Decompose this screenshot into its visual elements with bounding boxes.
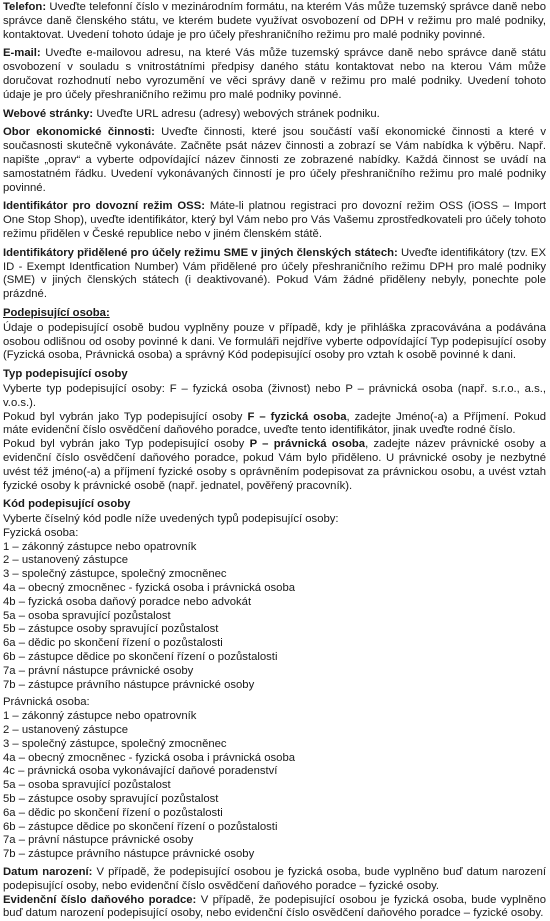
term-obor: Obor ekonomické činnosti: [3,126,155,139]
code-list-item [3,848,546,862]
code-list-item [3,610,546,624]
code-list-item [3,765,546,779]
code-description: zástupce osoby spravující pozůstalost [28,623,219,636]
code-value: 1 [3,540,10,553]
code-description: právní nástupce právnické osoby [28,834,194,847]
list-pravnicka-osoba [3,710,546,862]
code-list-item [3,665,546,679]
code-separator: – [15,595,29,608]
code-separator: – [15,582,29,595]
code-separator: – [15,609,29,622]
code-list-item [3,807,546,821]
code-value: 4a [3,751,16,764]
code-description: zástupce právního nástupce právnické osoby [28,678,255,691]
code-separator: – [15,751,29,764]
code-description: zákonný zástupce nebo opatrovník [21,710,197,723]
code-value: 5a [3,779,16,792]
code-list-item [3,679,546,693]
typ-2-bold: F – fyzická osoba [247,410,347,423]
code-separator: – [14,765,28,778]
code-description: ustanovený zástupce [21,554,128,567]
code-list-item [3,738,546,752]
paragraph-obor [3,126,546,195]
code-separator: – [9,568,22,581]
term-email: E-mail: [3,47,41,60]
code-separator: – [15,820,29,833]
paragraph-evidencni-cislo [3,894,546,921]
code-separator: – [9,540,22,553]
code-list-item [3,821,546,835]
text-telefon: Uveďte telefonní číslo v mezinárodním formátu, na kterém Vás může tuzemský správce daně nebo správce daně členského státu, ve kterém budete využívat osvobození od DPH v režimu pro malé podniky, kontaktovat. Uvedení tohoto údaje je pro účely přeshraničního režimu pro malé podniky povinné. [3,1,546,41]
code-value: 2 [3,724,10,737]
paragraph-oss [3,200,546,241]
code-description: dědic po skončení řízení o pozůstalosti [28,806,223,819]
typ-3-bold: P – právnická osoba [249,438,366,451]
code-description: právní nástupce právnické osoby [28,664,194,677]
code-value: 7b [3,678,16,691]
code-description: společný zástupce, společný zmocněnec [21,568,227,581]
code-list-item [3,596,546,610]
text-datum-narozeni: V případě, že podepisující osobou je fyzická osoba, bude vyplněno buď datum narození podepisující osoby, nebo evidenční číslo osvědčení daňového poradce – fyzické osoby. [3,866,546,892]
term-telefon: Telefon: [3,1,47,13]
heading-podepisujici [3,307,546,321]
code-description: ustanovený zástupce [21,724,128,737]
typ-3-after: , zadejte název právnické osoby a evidenční číslo osvědčení daňového poradce, pokud Vám bylo přiděleno. U právnické osoby je nezbytné uvést též jméno(-a) a příjmení fyzické osoby s oprávněním podepisovat za právnickou osobu, a uvést vztah fyzické osoby k právnické osobě (např. jednatel, pověřený pracovník). [3,438,546,492]
text-web: Uveďte URL adresu (adresy) webových stránek podniku. [93,107,380,120]
code-value: 6b [3,651,16,664]
code-separator: – [15,651,29,664]
heading-typ: Typ podepisující osoby [3,368,128,381]
code-list-item [3,793,546,807]
heading-kod: Kód podepisující osoby [3,498,131,511]
term-sme: Identifikátory přidělené pro účely režimu SME v jiných členských státech: [3,246,398,259]
paragraph-sme [3,247,546,302]
code-separator: – [15,664,29,677]
code-description: obecný zmocněnec - fyzická osoba i právnická osoba [28,751,296,764]
code-description: zástupce osoby spravující pozůstalost [28,793,219,806]
code-separator: – [15,848,29,861]
heading-podepisujici-text: Podepisující osoba: [3,306,110,319]
code-description: právnická osoba vykonávající daňové poradenství [27,765,278,778]
list-fyzicka-osoba [3,541,546,693]
code-value: 1 [3,710,10,723]
code-value: 4a [3,582,16,595]
code-value: 6a [3,637,16,650]
code-value: 5b [3,793,16,806]
code-list-item [3,651,546,665]
code-list-item [3,582,546,596]
label-fyzicka-osoba: Fyzická osoba: [3,526,79,539]
code-value: 4c [3,765,15,778]
term-datum-narozeni: Datum narození: [3,866,93,879]
code-list-item [3,554,546,568]
code-value: 2 [3,554,10,567]
code-list-item [3,637,546,651]
code-description: dědic po skončení řízení o pozůstalosti [28,637,223,650]
code-separator: – [15,637,29,650]
code-list-item [3,779,546,793]
code-list-item [3,541,546,555]
text-obor: Uveďte činnosti, které jsou součástí vaší ekonomické činnosti a které v současnosti skutečně vykonáváte. Začněte psát název činnosti a zobrazí se Vám nabídka k výběru. Např. napište „oprav“ a vyberte odpovídající název činnosti ze zobrazené nabídky. Každá činnost se uvádí na samostatném řádku. Uvedení vykonávaných činností je pro účely přeshraničního režimu pro malé podniky povinné. [3,126,546,194]
text-evidencni-cislo: V případě, že podepisující osobou je fyzická osoba, bude vyplněno buď datum narození podepisující osoby, nebo evidenční číslo osvědčení daňového poradce – fyzické osoby. [3,893,546,920]
code-separator: – [15,793,29,806]
code-value: 6a [3,806,16,819]
code-description: osoba spravující pozůstalost [28,779,171,792]
code-value: 4b [3,595,16,608]
code-description: zástupce právního nástupce právnické osoby [28,848,255,861]
code-value: 7b [3,848,16,861]
code-description: fyzická osoba daňový poradce nebo advokát [28,595,252,608]
term-oss: Identifikátor pro dovozní režim OSS: [3,200,206,213]
code-separator: – [9,710,22,723]
code-list-item [3,568,546,582]
code-list-item [3,834,546,848]
code-description: zástupce dědice po skončení řízení o pozůstalosti [28,820,278,833]
code-separator: – [9,724,22,737]
paragraph-telefon [3,1,546,42]
text-email: Uveďte e-mailovou adresu, na které Vás může tuzemský správce daně nebo správce daně státu osvobození v souladu s vnitrostátními předpisy daného státu kontaktovat nebo na kterou Vám může doručovat rozhodnutí nebo vyrozumění ve věci správy daně v režimu pro malé podniky. Uvedení tohoto údaje je pro účely přeshraničního režimu pro malé podniky povinné. [3,47,546,101]
code-separator: – [9,554,22,567]
code-value: 6b [3,820,16,833]
code-description: obecný zmocněnec - fyzická osoba i právnická osoba [28,582,296,595]
code-value: 7a [3,834,16,847]
code-value: 5a [3,609,16,622]
code-description: osoba spravující pozůstalost [28,609,171,622]
code-value: 7a [3,664,16,677]
paragraph-podepisujici-intro: Údaje o podepisující osobě budou vyplněny pouze v případě, kdy je přihláška zpracovávána a podávána osobou odlišnou od osoby povinné k dani. Ve formuláři nejdříve vyberte odpovídající Typ podepisující osoby (Fyzická osoba, Právnická osoba) a správný Kód podepisující osoby pro vztah k osobě povinné k dani. [3,321,546,362]
term-evidencni-cislo: Evidenční číslo daňového poradce: [3,893,197,906]
code-value: 5b [3,623,16,636]
paragraph-email [3,47,546,102]
code-separator: – [15,806,29,819]
typ-3-before: Pokud byl vybrán jako Typ podepisující osoby [3,438,250,451]
paragraph-typ-2 [3,411,546,439]
text-sme: Uveďte identifikátory (tzv. EX ID - Exempt Identfication Number) Vám přidělené pro účely přeshraničního režimu DPH pro malé podniky (SME) v jiných členských státech (i deaktivované). Pokud Vám žádné přiděleny nebyly, ponechte pole prázdné. [3,246,547,301]
term-web: Webové stránky: [3,107,94,120]
code-separator: – [15,779,29,792]
paragraph-datum-narozeni [3,866,546,894]
typ-2-before: Pokud byl vybrán jako Typ podepisující osoby [3,410,248,423]
code-value: 3 [3,568,10,581]
code-list-item [3,752,546,766]
code-list-item [3,724,546,738]
code-list-item [3,710,546,724]
code-separator: – [15,623,29,636]
typ-2-after: , zadejte Jméno(-a) a Příjmení. Pokud máte evidenční číslo osvědčení daňového poradce, uveďte tento identifikátor, jinak uveďte rodné číslo. [3,410,547,437]
code-separator: – [15,678,29,691]
code-description: zástupce dědice po skončení řízení o pozůstalosti [28,651,278,664]
text-oss: Máte-li platnou registraci pro dovozní režim OSS (iOSS – Import One Stop Shop), uveďte identifikátor, který byl Vám nebo pro Vás Vašemu zprostředkovateli pro účely tohoto režimu přidělen v České republice nebo v jiném členském státě. [3,200,547,240]
code-separator: – [15,834,29,847]
code-list-item [3,623,546,637]
code-description: společný zástupce, společný zmocněnec [21,737,227,750]
paragraph-kod-intro: Vyberte číselný kód podle níže uvedených typů podepisující osoby: [3,513,339,526]
paragraph-web [3,108,546,122]
code-description: zákonný zástupce nebo opatrovník [21,540,197,553]
paragraph-typ-1: Vyberte typ podepisující osoby: F – fyzická osoba (živnost) nebo P – právnická osoba (např. s.r.o., a.s., v.o.s.). [3,382,546,409]
code-value: 3 [3,737,10,750]
label-pravnicka-osoba: Právnická osoba: [3,696,90,709]
paragraph-typ-3 [3,438,546,493]
code-separator: – [9,737,22,750]
